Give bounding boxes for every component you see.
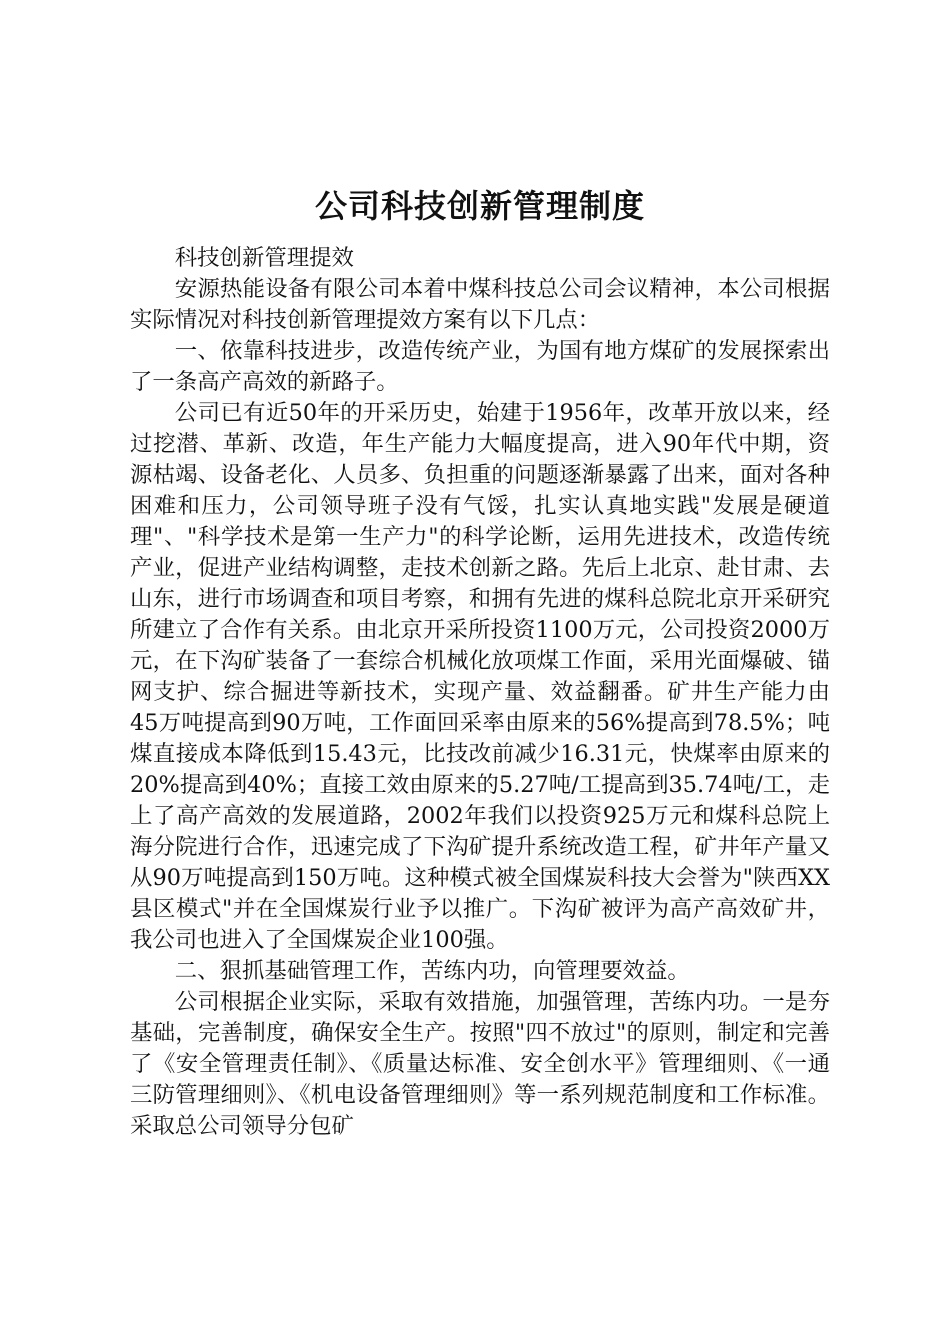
section-heading-1: 一、依靠科技进步，改造传统产业，为国有地方煤矿的发展探索出了一条高产高效的新路子。: [130, 338, 830, 395]
section-heading-2: 二、狠抓基础管理工作，苦练内功，向管理要效益。: [174, 958, 690, 984]
paragraph-intro: 安源热能设备有限公司本着中煤科技总公司会议精神，本公司根据实际情况对科技创新管理提效方案有以下几点：: [130, 276, 830, 333]
paragraph-section-2-body: 公司根据企业实际，采取有效措施，加强管理，苦练内功。一是夯基础，完善制度，确保安全生产。按照"四不放过"的原则，制定和完善了《安全管理责任制》、《质量达标准、安全创水平》管理细则、《一通三防管理细则》、《机电设备管理细则》等一系列规范制度和工作标准。采取总公司领导分包矿: [130, 989, 830, 1139]
paragraph-section-1-body: 公司已有近50年的开采历史，始建于1956年，改革开放以来，经过挖潜、革新、改造，年生产能力大幅度提高，进入90年代中期，资源枯竭、设备老化、人员多、负担重的问题逐渐暴露了出来，面对各种困难和压力，公司领导班子没有气馁，扎实认真地实践"发展是硬道理"、"科学技术是第一生产力"的科学论断，运用先进技术，改造传统产业，促进产业结构调整，走技术创新之路。先后上北京、赴甘肃、去山东，进行市场调查和项目考察，和拥有先进的煤科总院北京开采研究所建立了合作有关系。由北京开采所投资1100万元，公司投资2000万元，在下沟矿装备了一套综合机械化放项煤工作面，采用光面爆破、锚网支护、综合掘进等新技术，实现产量、效益翻番。矿井生产能力由45万吨提高到90万吨，工作面回采率由原来的56%提高到78.5%；吨煤直接成本降低到15.43元，比技改前减少16.31元，快煤率由原来的20%提高到40%；直接工效由原来的5.27吨/工提高到35.74吨/工，走上了高产高效的发展道路，2002年我们以投资925万元和煤科总院上海分院进行合作，迅速完成了下沟矿提升系统改造工程，矿井年产量又从90万吨提高到150万吨。这种模式被全国煤炭科技大会誉为"陕西XX县区模式"并在全国煤炭行业予以推广。下沟矿被评为高产高效矿井，我公司也进入了全国煤炭企业100强。: [130, 400, 830, 953]
paragraph-subtitle: 科技创新管理提效: [174, 245, 354, 271]
document-title: 公司科技创新管理制度: [314, 187, 645, 225]
document-page: [130, 183, 830, 1142]
